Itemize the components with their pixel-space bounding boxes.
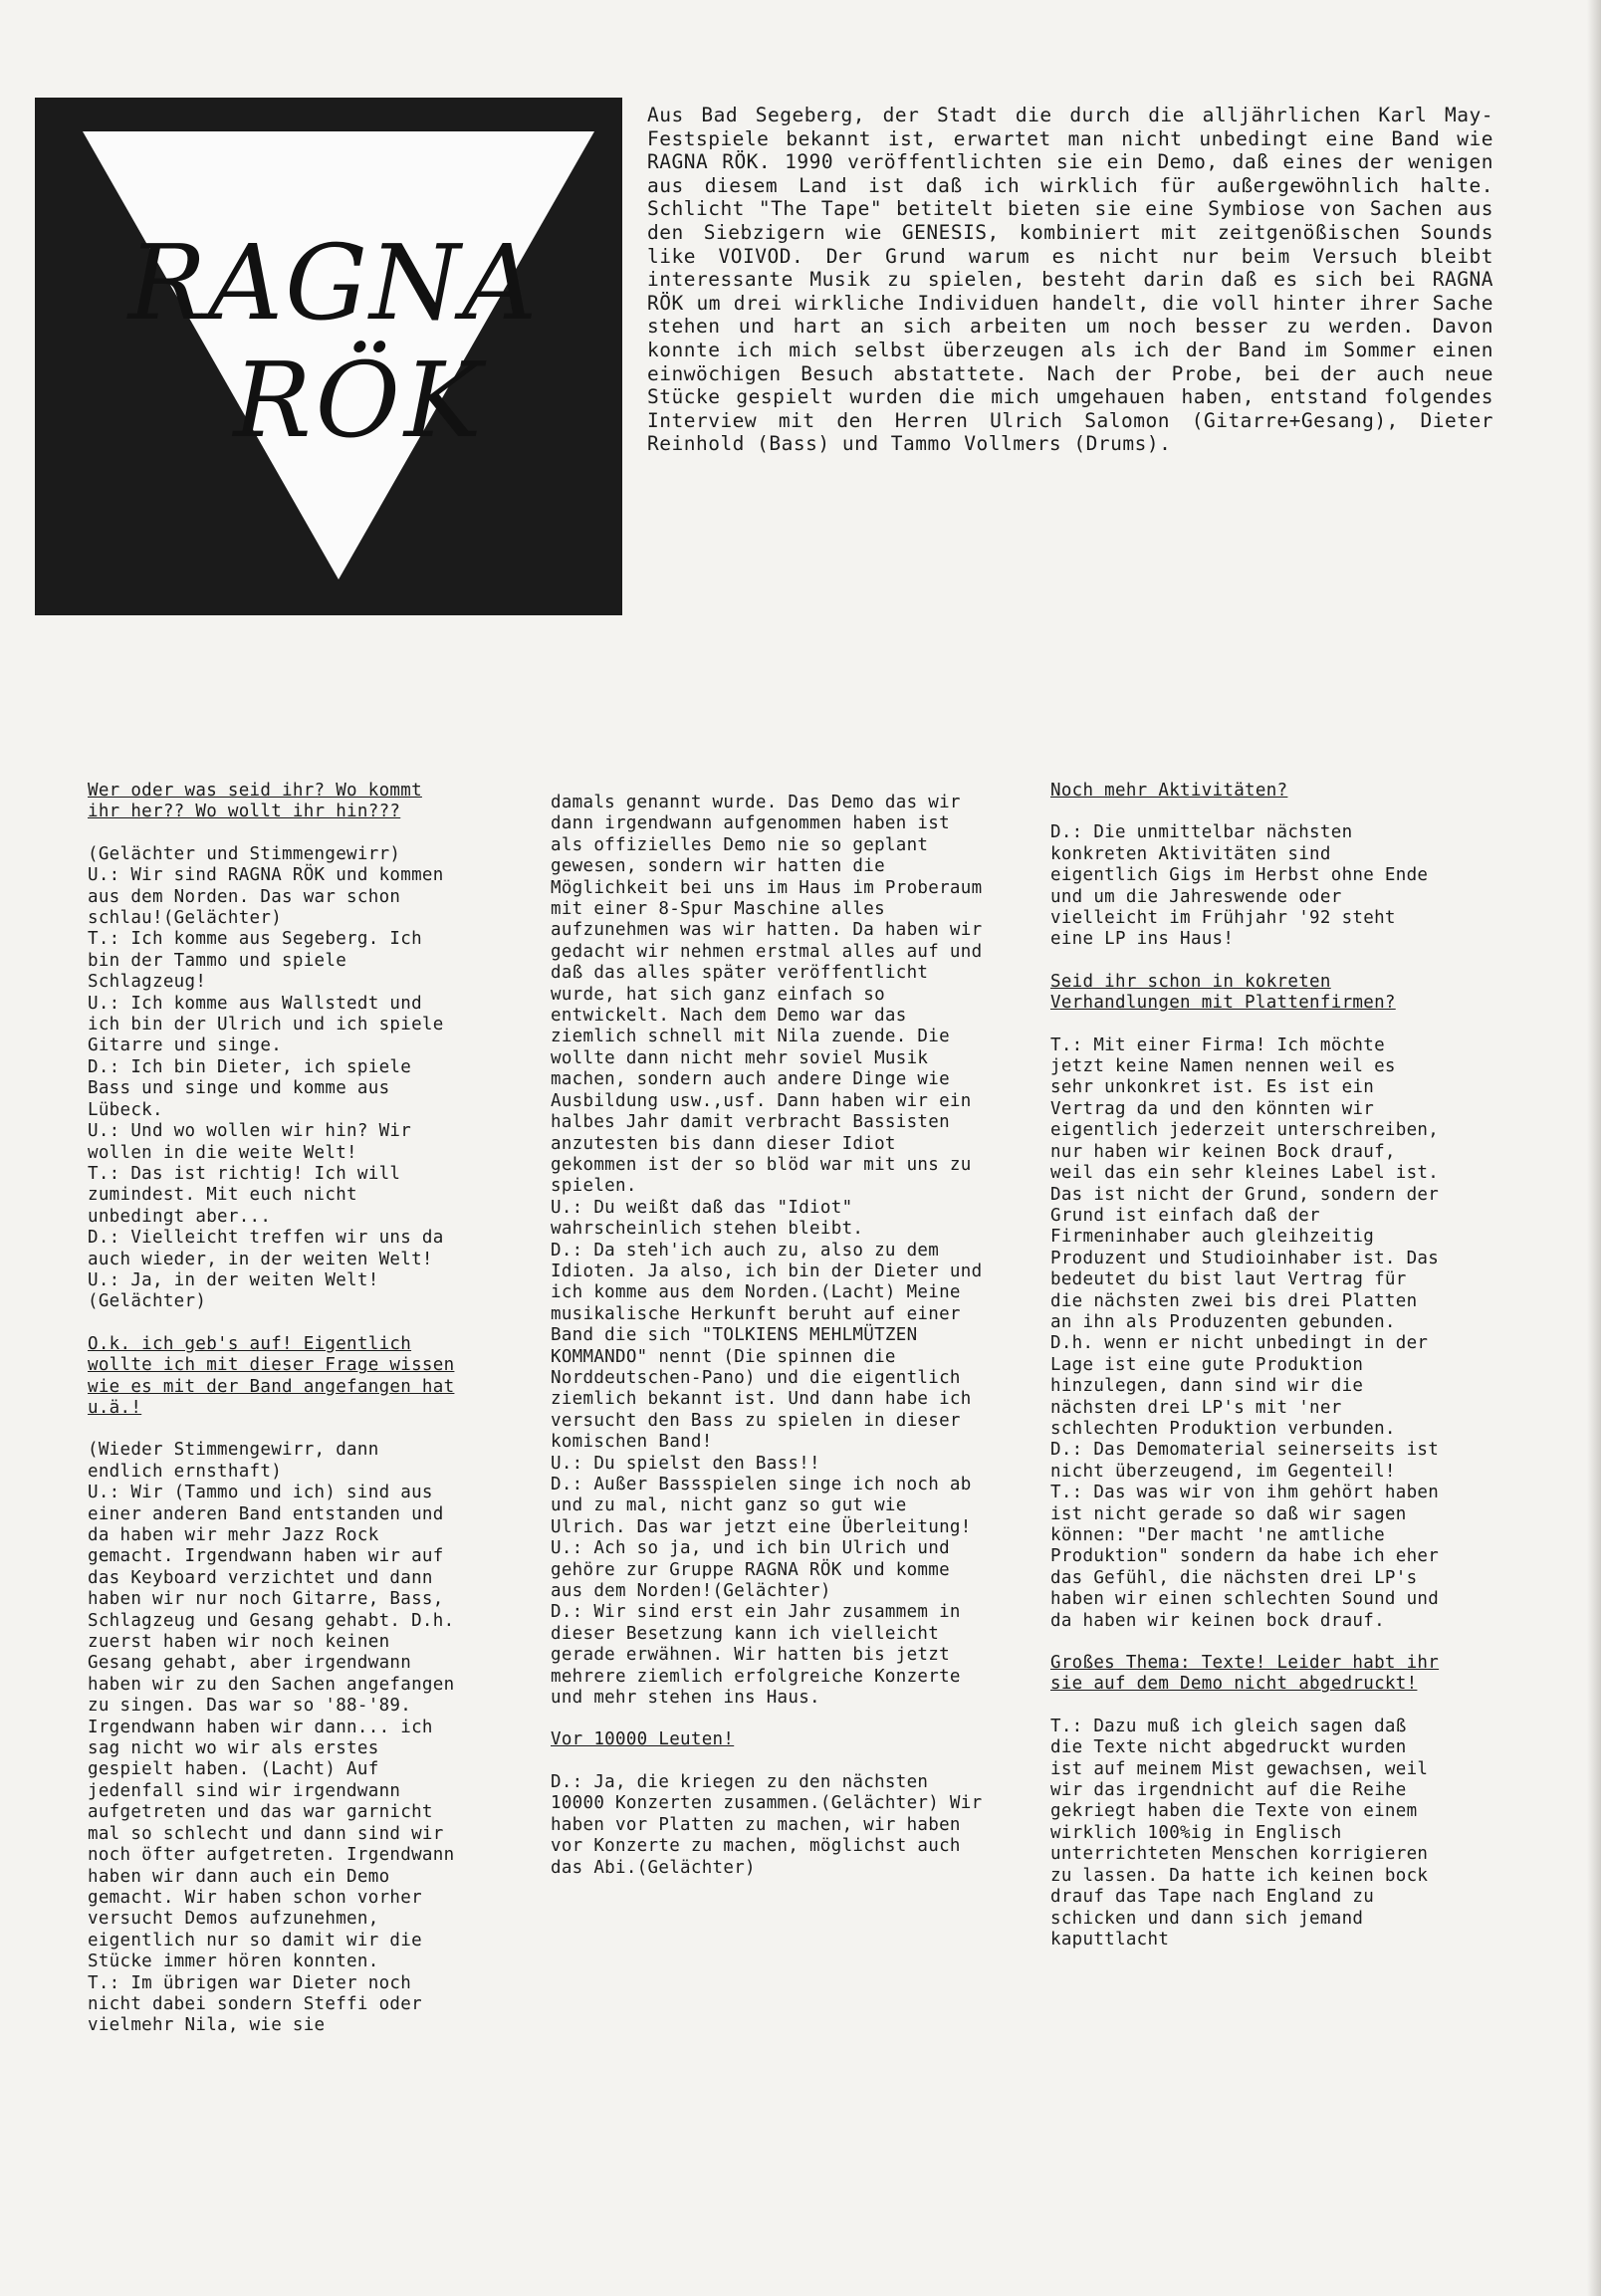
question: Wer oder was seid ihr? Wo kommt ihr her?? Wo wollt ihr hin??? [88,781,422,822]
intro-paragraph [647,104,1493,456]
question: Vor 10000 Leuten! [551,1729,735,1750]
answer: (Gelächter und Stimmengewirr) U.: Wir sind RAGNA RÖK und kommen aus dem Norden. Das war schon schlau!(Gelächter) T.: Ich komme aus Segeberg. Ich bin der Tammo und spiele Schlagzeug! U.: Ich komme aus Wallstedt und ich bin der Ulrich und ich spiele Gitarre und singe. D.: Ich bin Dieter, ich spiele Bass und singe und komme aus Lübeck. U.: Und wo wollen wir hin? Wir wollen in die weite Welt! T.: Das ist richtig! Ich will zumindest. Mit euch nicht unbedingt aber... D.: Vielleicht treffen wir uns da auch wieder, in der weiten Welt! U.: Ja, in der weiten Welt! (Gelächter) [88,843,444,1312]
interview-column-1 [88,781,456,2058]
answer: T.: Mit einer Firma! Ich möchte jetzt keine Namen nennen weil es sehr unkonkret ist. Es ist ein Vertrag da und den könnten wir eigentlich jederzeit unterschreiben, nur haben wir keinen Bock drauf, weil das ein sehr kleines Label ist. Das ist nicht der Grund, sondern der Grund ist einfach daß der Firmeninhaber auch gleihzeitig Produzent und Studioinhaber ist. Das bedeutet du bist laut Vertrag für die nächsten zwei bis drei Platten an ihn als Produzenten gebunden. D.h. wenn er nicht unbedingt in der Lage ist eine gute Produktion hinzulegen, dann sind wir die nächsten drei LP's mit 'ner schlechten Produktion verbunden. D.: Das Demomaterial seinerseits ist nicht überzeugend, im Gegenteil! T.: Das was wir von ihm gehört haben ist nicht gerade so daß wir sagen können: "Der macht 'ne amtliche Produktion" sondern da habe ich eher das Gefühl, die nächsten drei LP's haben wir einen schlechten Sound und da haben wir keinen bock drauf. [1050,1034,1440,1631]
question: Seid ihr schon in kokreten Verhandlungen mit Plattenfirmen? [1050,971,1396,1014]
answer: D.: Ja, die kriegen zu den nächsten 10000 Konzerten zusammen.(Gelächter) Wir haben vor Platten zu machen, wir haben vor Konzerte zu machen, möglichst auch das Abi.(Gelächter) [551,1771,983,1878]
question: Noch mehr Aktivitäten? [1050,781,1288,801]
answer: (Wieder Stimmengewirr, dann endlich ernsthaft) U.: Wir (Tammo und ich) sind aus einer anderen Band entstanden und da haben wir mehr Jazz Rock gemacht. Irgendwann haben wir auf das Keyboard verzichtet und dann haben wir nur noch Gitarre, Bass, Schlagzeug und Gesang gehabt. D.h. zuerst haben wir noch keinen Gesang gehabt, aber irgendwann haben wir zu den Sachen angefangen zu singen. Das war so '88-'89. Irgendwann haben wir dann... ich sag nicht wo wir als erstes gespielt haben. (Lacht) Auf jedenfall sind wir irgendwann aufgetreten und das war garnicht mal so schlecht und dann sind wir noch öfter aufgetreten. Irgendwann haben wir dann auch ein Demo gemacht. Wir haben schon vorher versucht Demos aufzunehmen, eigentlich nur so damit wir die Stücke immer hören konnten. T.: Im übrigen war Dieter noch nicht dabei sondern Steffi oder vielmehr Nila, wie sie [88,1440,455,2036]
interview-column-2 [551,793,989,1900]
interview-column-3 [1050,781,1449,1971]
answer: damals genannt wurde. Das Demo das wir dann irgendwann aufgenommen haben ist als offizielles Demo nie so geplant gewesen, sondern wir hatten die Möglichkeit bei uns im Haus im Proberaum mit einer 8-Spur Maschine alles aufzunehmen was wir hatten. Da haben wir gedacht wir nehmen erstmal alles auf und daß das alles später veröffentlicht wurde, hat sich ganz einfach so entwickelt. Nach dem Demo war das ziemlich schnell mit Nila zuende. Die wollte dann nicht mehr soviel Musik machen, sondern auch andere Dinge wie Ausbildung usw.,usf. Dann haben wir ein halbes Jahr damit verbracht Bassisten anzutesten bis dann dieser Idiot gekommen ist der so blöd war mit uns zu spielen. U.: Du weißt daß das "Idiot" wahrscheinlich stehen bleibt. D.: Da steh'ich auch zu, also zu dem Idioten. Ja also, ich bin der Dieter und ich komme aus dem Norden.(Lacht) Meine musikalische Herkunft beruht auf einer Band die sich "TOLKIENS MEHLMÜTZEN KOMMANDO" nennt (Die spinnen die Norddeutschen-Pano) und die eigentlich ziemlich bekannt ist. Und dann habe ich versucht den Bass zu spielen in dieser komischen Band! U.: Du spielst den Bass!! D.: Außer Bassspielen singe ich noch ab und zu mal, nicht ganz so gut wie Ulrich. Das war jetzt eine Überleitung! U.: Ach so ja, und ich bin Ulrich und gehöre zur Gruppe RAGNA RÖK und komme aus dem Norden!(Gelächter) D.: Wir sind erst ein Jahr zusammem in dieser Besetzung kann ich vielleicht gerade erwähnen. Wir hatten bis jetzt mehrere ziemlich erfolgreiche Konzerte und mehr stehen ins Haus. [551,793,983,1709]
band-logo [35,98,622,615]
question: O.k. ich geb's auf! Eigentlich wollte ich mit dieser Frage wissen wie es mit der Band angefangen hat u.ä.! [88,1333,455,1418]
logo-graphic [35,98,622,615]
logo-text-rok: RÖK [233,340,486,461]
intro-text: Aus Bad Segeberg, der Stadt die durch die alljährlichen Karl May-Festspiele bekannt ist, erwartet man nicht unbedingt eine Band wie RAGNA RÖK. 1990 veröffentlichten sie ein Demo, daß eines der wenigen aus diesem Land ist daß ich wirklich für außergewöhnlich halte. Schlicht "The Tape" betitelt bieten sie eine Symbiose von Sachen aus den Siebzigern wie GENESIS, kombiniert mit zeitgenößischen Sounds like VOIVOD. Der Grund warum es nicht nur beim Versuch bleibt interessante Musik zu spielen, besteht darin daß es sich bei RAGNA RÖK um drei wirkliche Individuen handelt, die voll hinter ihrer Sache stehen und hart an sich arbeiten um noch besser zu werden. Davon konnte ich mich selbst überzeugen als ich der Band im Sommer einen einwöchigen Besuch abstattete. Nach der Probe, bei der auch neue Stücke gespielt wurden die mich umgehauen haben, entstand folgendes Interview mit den Herren Ulrich Salomon (Gitarre+Gesang), Dieter Reinhold (Bass) und Tammo Vollmers (Drums). [647,104,1493,456]
page-edge [1587,0,1601,2296]
answer: D.: Die unmittelbar nächsten konkreten Aktivitäten sind eigentlich Gigs im Herbst ohne Ende und um die Jahreswende oder vielleicht im Frühjahr '92 steht eine LP ins Haus! [1050,822,1429,950]
logo-text-ragna: RAGNA [127,222,540,344]
question: Großes Thema: Texte! Leider habt ihr sie auf dem Demo nicht abgedruckt! [1050,1653,1440,1695]
answer: T.: Dazu muß ich gleich sagen daß die Texte nicht abgedruckt wurden ist auf meinem Mist gewachsen, weil wir das irgendnicht auf die Reihe gekriegt haben die Texte von einem wirklich 100%ig in Englisch unterrichteten Menschen korrigieren zu lassen. Da hatte ich keinen bock drauf das Tape nach England zu schicken und dann sich jemand kaputtlacht [1050,1716,1429,1950]
